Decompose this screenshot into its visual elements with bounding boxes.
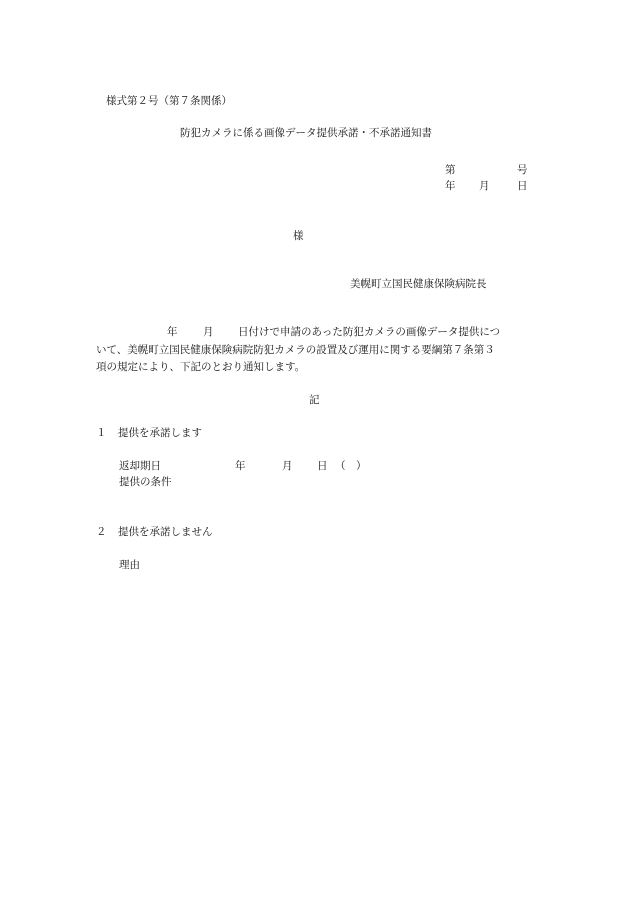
issue-date-day: 日 <box>517 180 528 192</box>
return-date-label: 返却期日 <box>119 460 161 472</box>
ki-heading: 記 <box>309 394 320 406</box>
doc-number-suffix: 号 <box>517 164 528 176</box>
return-date-year: 年 <box>235 460 246 472</box>
item-2-heading <box>96 527 213 538</box>
return-date-day: 日 <box>317 460 328 472</box>
doc-number-label: 第 <box>445 164 456 176</box>
addressee-suffix: 様 <box>293 230 304 242</box>
conditions-label: 提供の条件 <box>119 476 172 488</box>
item-2-number: ２ <box>96 526 107 538</box>
return-date-weekday: （ ） <box>335 460 367 472</box>
item-2-label: 提供を承諾しません <box>118 526 213 538</box>
body-ref-year: 年 <box>167 326 178 338</box>
issue-date-month: 月 <box>479 180 490 192</box>
issuer-name: 美幌町立国民健康保険病院長 <box>350 278 487 290</box>
body-text-line-2: いて、美幌町立国民健康保険病院防犯カメラの設置及び運用に関する要綱第７条第３ <box>96 344 495 356</box>
issue-date-year: 年 <box>445 180 456 192</box>
document-title: 防犯カメラに係る画像データ提供承諾・不承諾通知書 <box>180 127 432 139</box>
item-1-heading <box>96 428 202 439</box>
body-text-line-1: 日付けで申請のあった防犯カメラの画像データ提供につ <box>238 326 501 338</box>
form-number: 様式第２号（第７条関係） <box>106 95 232 107</box>
body-ref-month: 月 <box>203 326 214 338</box>
item-1-number: １ <box>96 427 107 439</box>
item-1-label: 提供を承諾します <box>118 427 202 439</box>
reason-label: 理由 <box>119 559 140 571</box>
body-text-line-3: 項の規定により、下記のとおり通知します。 <box>96 361 306 373</box>
return-date-month: 月 <box>282 460 293 472</box>
